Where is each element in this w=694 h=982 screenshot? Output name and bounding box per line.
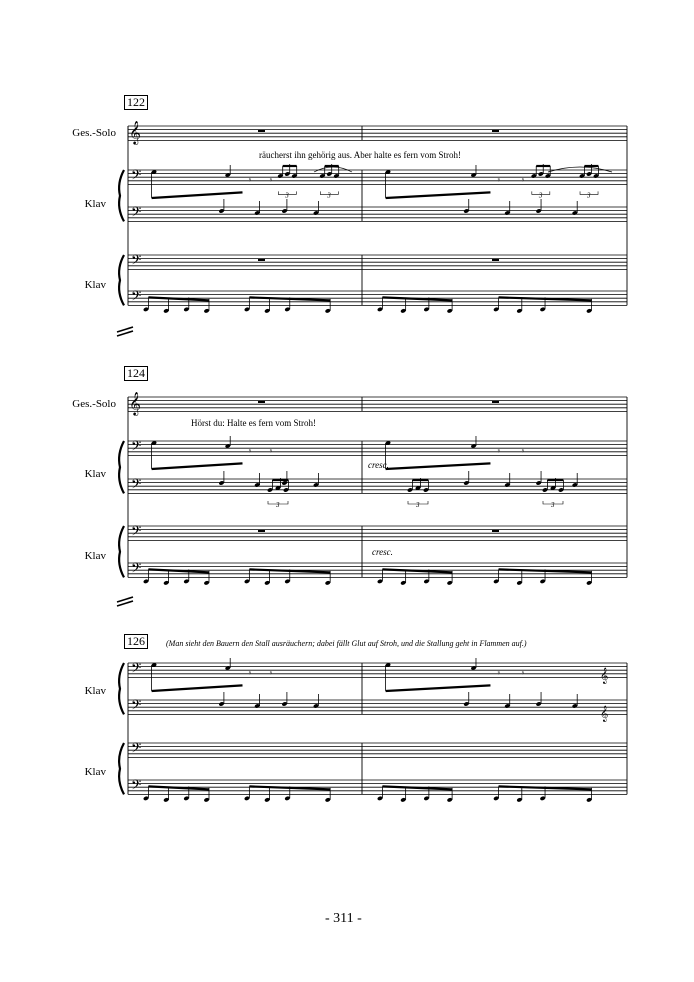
triplet-number: 3 bbox=[551, 501, 555, 509]
bass-clef-icon: 𝄢 bbox=[131, 252, 142, 271]
beam bbox=[152, 463, 243, 469]
triplet-number: 3 bbox=[276, 501, 280, 509]
rest-icon: 𝄾 bbox=[269, 447, 273, 457]
triplet-number: 3 bbox=[587, 191, 591, 200]
triplet-number: 3 bbox=[538, 191, 543, 200]
bass-clef-icon: 𝄢 bbox=[131, 740, 142, 759]
rest-icon: 𝄾 bbox=[248, 447, 252, 457]
whole-rest bbox=[258, 401, 265, 403]
instrument-label-piano-1: Klav bbox=[84, 468, 106, 480]
bass-clef-icon: 𝄢 bbox=[131, 167, 142, 186]
measure-number-124: 124 bbox=[124, 366, 148, 381]
rest-icon: 𝄾 bbox=[269, 176, 273, 186]
rest-icon: 𝄾 bbox=[521, 176, 525, 186]
beam bbox=[386, 192, 491, 198]
rest-icon: 𝄾 bbox=[497, 447, 501, 457]
beam bbox=[386, 685, 491, 691]
treble-clef-icon: 𝄞 bbox=[600, 668, 609, 684]
bass-clef-icon: 𝄢 bbox=[131, 476, 142, 495]
treble-clef-icon: 𝄞 bbox=[129, 391, 141, 415]
bass-clef-icon: 𝄢 bbox=[131, 697, 142, 716]
whole-rest bbox=[492, 401, 499, 403]
instrument-label-piano-1: Klav bbox=[84, 685, 106, 697]
bass-clef-icon: 𝄢 bbox=[131, 204, 142, 223]
treble-clef-icon: 𝄞 bbox=[129, 120, 141, 144]
dynamic-cresc: cresc. bbox=[368, 460, 389, 470]
whole-rest bbox=[258, 130, 265, 132]
bass-clef-icon: 𝄢 bbox=[131, 523, 142, 542]
whole-rest bbox=[258, 259, 265, 261]
beam bbox=[386, 463, 491, 469]
whole-rest bbox=[492, 530, 499, 532]
rest-icon: 𝄾 bbox=[248, 176, 252, 186]
stage-direction: (Man sieht den Bauern den Stall ausräuchern; dabei fällt Glut auf Stroh, und die Stallung geht in Flammen auf.) bbox=[166, 639, 527, 648]
instrument-label-piano-2: Klav bbox=[84, 550, 106, 562]
rest-icon: 𝄾 bbox=[269, 669, 273, 679]
whole-rest bbox=[492, 259, 499, 261]
dynamic-cresc: cresc. bbox=[372, 547, 393, 557]
measure-number-122: 122 bbox=[124, 95, 148, 110]
instrument-label-voice: Ges.-Solo bbox=[72, 398, 116, 410]
rest-icon: 𝄾 bbox=[521, 447, 525, 457]
whole-rest bbox=[258, 530, 265, 532]
bass-clef-icon: 𝄢 bbox=[131, 438, 142, 457]
bass-clef-icon: 𝄢 bbox=[131, 560, 142, 579]
bass-clef-icon: 𝄢 bbox=[131, 660, 142, 679]
triplet-number: 3 bbox=[416, 501, 420, 509]
rest-icon: 𝄾 bbox=[497, 176, 501, 186]
lyrics: räucherst ihn gehörig aus. Aber halte es fern vom Stroh! bbox=[259, 150, 461, 160]
rest-icon: 𝄾 bbox=[521, 669, 525, 679]
treble-clef-icon: 𝄞 bbox=[600, 706, 609, 722]
slur bbox=[548, 167, 612, 172]
instrument-label-piano-2: Klav bbox=[84, 279, 106, 291]
brace bbox=[119, 526, 124, 577]
brace bbox=[119, 170, 124, 221]
beam bbox=[152, 192, 243, 198]
page-number: - 311 - bbox=[325, 911, 362, 926]
whole-rest bbox=[492, 130, 499, 132]
brace bbox=[119, 743, 124, 794]
instrument-label-piano-1: Klav bbox=[84, 198, 106, 210]
lyrics: Hörst du: Halte es fern vom Stroh! bbox=[191, 418, 316, 428]
beam bbox=[152, 685, 243, 691]
instrument-label-voice: Ges.-Solo bbox=[72, 127, 116, 139]
triplet-number: 3 bbox=[285, 191, 289, 200]
bass-clef-icon: 𝄢 bbox=[131, 777, 142, 796]
rest-icon: 𝄾 bbox=[248, 669, 252, 679]
slur bbox=[314, 167, 352, 172]
bass-clef-icon: 𝄢 bbox=[131, 288, 142, 307]
brace bbox=[119, 255, 124, 305]
brace bbox=[119, 441, 124, 493]
measure-number-126: 126 bbox=[124, 634, 148, 649]
rest-icon: 𝄾 bbox=[497, 669, 501, 679]
triplet-number: 3 bbox=[327, 191, 331, 200]
brace bbox=[119, 663, 124, 714]
instrument-label-piano-2: Klav bbox=[84, 766, 106, 778]
